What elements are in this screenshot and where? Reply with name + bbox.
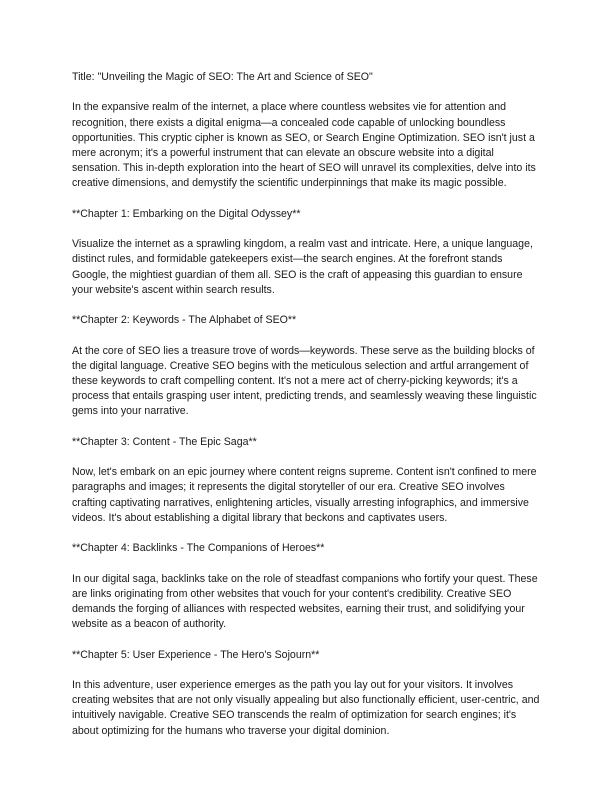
chapter-4-body: In our digital saga, backlinks take on the role of steadfast companions who fortify your quest. These are links originating from other websites that vouch for your content's credibility. Creative SEO demands the forging of alliances with respected websites, earning their trust, and solidifying your website as a beacon of authority.	[72, 572, 538, 631]
chapter-2-body: At the core of SEO lies a treasure trove of words—keywords. These serve as the building blocks of the digital language. Creative SEO begins with the meticulous selection and artful arrangement of these keywords to craft compelling content. It's not a mere act of cherry-picking keywords; it's a process that entails grasping user intent, predicting trends, and seamlessly weaving these linguistic gems into your narrative.	[72, 344, 537, 418]
chapter-3-heading: **Chapter 3: Content - The Epic Saga**	[72, 435, 257, 448]
chapter-2-heading: **Chapter 2: Keywords - The Alphabet of SEO**	[72, 314, 297, 327]
chapter-1-body: Visualize the internet as a sprawling kingdom, a realm vast and intricate. Here, a unique language, distinct rules, and formidable gatekeepers exist—the search engines. At the forefront stands Google, the mightiest guardian of them all. SEO is the craft of appeasing this guardian to ensure your website's ascent within search results.	[72, 238, 533, 296]
chapter-3-body: Now, let's embark on an epic journey where content reigns supreme. Content isn't confined to mere paragraphs and images; it represents the digital storyteller of our era. Creative SEO involves crafting captivating narratives, enlightening articles, visually arresting infographics, and immersive videos. It's about establishing a digital library that beckons and captivates users.	[72, 466, 537, 524]
intro-paragraph: In the expansive realm of the internet, a place where countless websites vie for attention and recognition, there exists a digital enigma—a concealed code capable of unlocking boundless opportunities. This cryptic cipher is known as SEO, or Search Engine Optimization. SEO isn't just a mere acronym; it's a powerful instrument that can elevate an obscure website into a digital sensation. This in-depth exploration into the heart of SEO will unravel its complexities, delve into its creative dimensions, and demystify the scientific underpinnings that make its magic possible.	[72, 101, 536, 190]
document-title: Title: "Unveiling the Magic of SEO: The Art and Science of SEO"	[72, 71, 373, 83]
chapter-4-heading: **Chapter 4: Backlinks - The Companions of Heroes**	[72, 542, 325, 555]
chapter-5-heading: **Chapter 5: User Experience - The Hero's Sojourn**	[72, 648, 320, 661]
chapter-1-heading: **Chapter 1: Embarking on the Digital Odyssey**	[72, 207, 301, 220]
chapter-5-body: In this adventure, user experience emerges as the path you lay out for your visitors. It involves creating websites that are not only visually appealing but also functionally efficient, user-centric, and intuitively navigable. Creative SEO transcends the realm of optimization for search engines; it's about optimizing for the humans who traverse your digital dominion.	[72, 678, 540, 737]
document-page	[72, 70, 542, 754]
